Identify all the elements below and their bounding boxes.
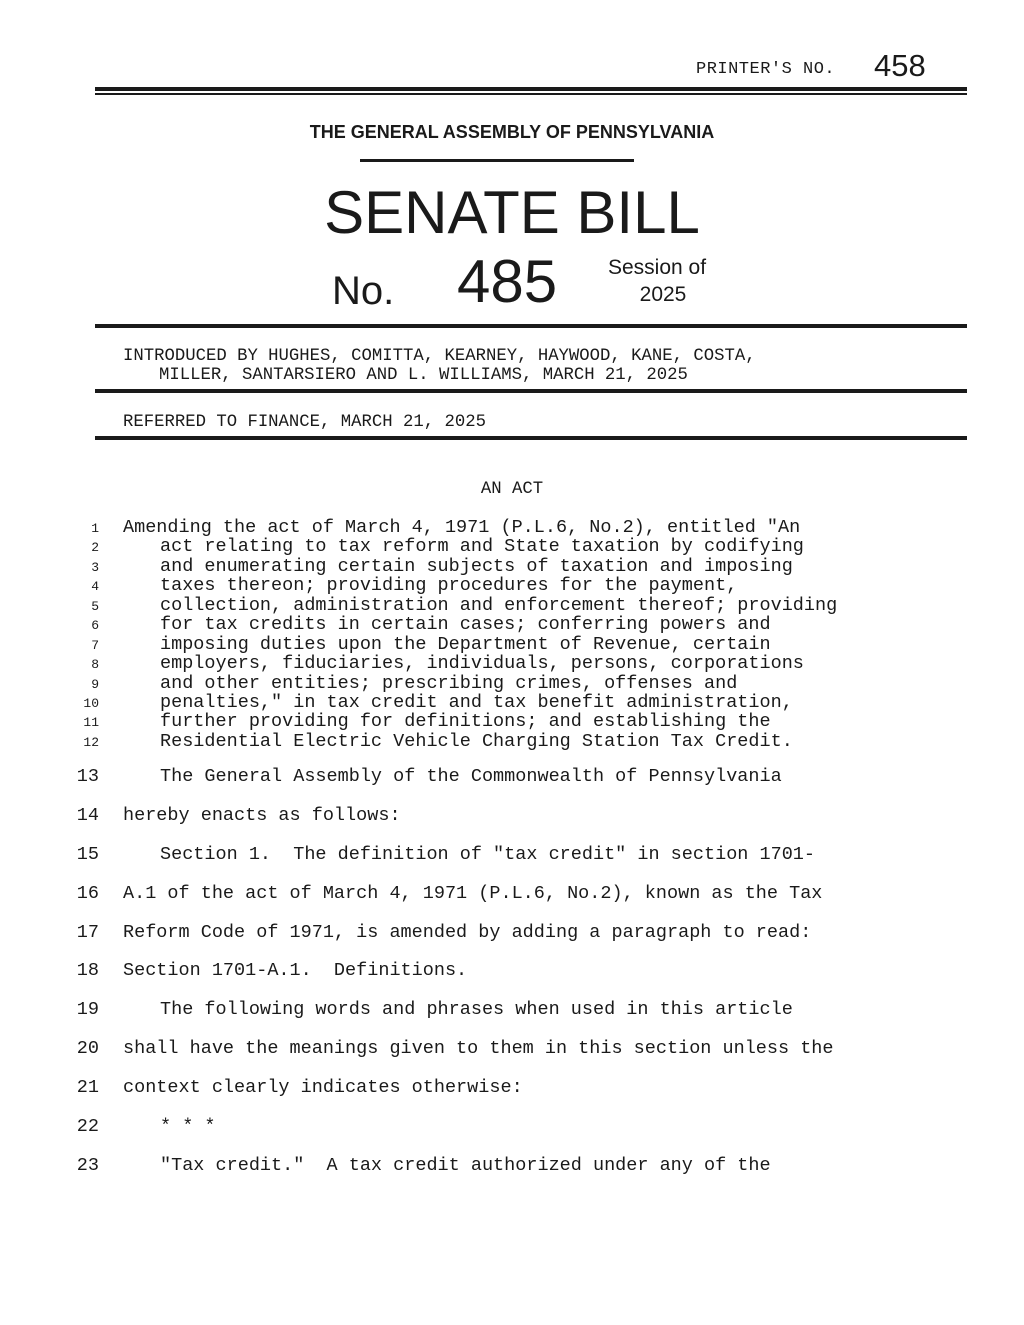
- bill-no-label: No.: [332, 269, 395, 313]
- title-line: employers, fiduciaries, individuals, persons, corporations: [160, 653, 804, 674]
- body-line: Reform Code of 1971, is amended by adding a paragraph to read:: [123, 922, 812, 943]
- session-label: Session of: [608, 256, 707, 279]
- line-number: 10: [83, 696, 99, 711]
- title-line: for tax credits in certain cases; conferring powers and: [160, 614, 771, 635]
- referred-rule: [95, 436, 967, 440]
- omission-marker: * * *: [160, 1116, 216, 1137]
- bill-number: 485: [457, 248, 558, 315]
- printers-number: 458: [874, 48, 926, 83]
- body-line: The following words and phrases when used in this article: [160, 999, 793, 1020]
- body-line: "Tax credit." A tax credit authorized under any of the: [160, 1155, 771, 1176]
- line-number: 14: [76, 805, 99, 826]
- line-number: 12: [83, 735, 99, 750]
- title-line: penalties," in tax credit and tax benefit administration,: [160, 692, 793, 713]
- title-line: Residential Electric Vehicle Charging Station Tax Credit.: [160, 731, 793, 752]
- referred-line: REFERRED TO FINANCE, MARCH 21, 2025: [123, 413, 486, 432]
- section-heading: Section 1701-A.1. Definitions.: [123, 960, 468, 981]
- introduced-rule: [95, 389, 967, 393]
- line-number: 2: [91, 540, 99, 555]
- line-number: 19: [76, 999, 99, 1020]
- title-line: imposing duties upon the Department of Revenue, certain: [160, 634, 771, 655]
- line-number: 17: [76, 922, 99, 943]
- title-line: collection, administration and enforcement thereof; providing: [160, 595, 838, 616]
- line-number: 7: [91, 638, 99, 653]
- body-line: hereby enacts as follows:: [123, 805, 401, 826]
- assembly-underline: [360, 159, 634, 162]
- body-line: A.1 of the act of March 4, 1971 (P.L.6, No.2), known as the Tax: [123, 883, 823, 904]
- line-number: 20: [76, 1038, 99, 1059]
- title-line: Amending the act of March 4, 1971 (P.L.6, No.2), entitled "An: [123, 517, 801, 538]
- line-number: 22: [76, 1116, 99, 1137]
- line-number: 5: [91, 599, 99, 614]
- line-number: 23: [76, 1155, 99, 1176]
- line-number: 13: [76, 766, 99, 787]
- body-line: The General Assembly of the Commonwealth of Pennsylvania: [160, 766, 782, 787]
- line-number: 3: [91, 560, 99, 575]
- top-rule-thick: [95, 87, 967, 91]
- top-rule-thin: [95, 93, 967, 95]
- line-number: 4: [91, 579, 99, 594]
- line-number: 1: [91, 521, 99, 536]
- line-number: 6: [91, 618, 99, 633]
- session-year: 2025: [639, 283, 687, 306]
- title-line: and enumerating certain subjects of taxation and imposing: [160, 556, 793, 577]
- line-number: 9: [91, 677, 99, 692]
- header-bottom-rule: [95, 324, 967, 328]
- line-number: 8: [91, 657, 99, 672]
- introduced-line-1: INTRODUCED BY HUGHES, COMITTA, KEARNEY, HAYWOOD, KANE, COSTA,: [123, 347, 756, 366]
- title-line: further providing for definitions; and establishing the: [160, 711, 771, 732]
- printers-number-label: PRINTER'S NO.: [696, 60, 836, 79]
- title-line: and other entities; prescribing crimes, offenses and: [160, 673, 738, 694]
- body-line: context clearly indicates otherwise:: [123, 1077, 523, 1098]
- line-number: 16: [76, 883, 99, 904]
- assembly-title: THE GENERAL ASSEMBLY OF PENNSYLVANIA: [309, 122, 715, 142]
- title-line: act relating to tax reform and State taxation by codifying: [160, 536, 804, 557]
- act-heading: AN ACT: [480, 480, 544, 499]
- line-number: 21: [76, 1077, 99, 1098]
- introduced-line-2: MILLER, SANTARSIERO AND L. WILLIAMS, MARCH 21, 2025: [159, 366, 688, 385]
- line-number: 18: [76, 960, 99, 981]
- title-line: taxes thereon; providing procedures for the payment,: [160, 575, 738, 596]
- bill-type: SENATE BILL: [324, 179, 700, 246]
- body-line: Section 1. The definition of "tax credit" in section 1701-: [160, 844, 816, 865]
- line-number: 15: [76, 844, 99, 865]
- line-number: 11: [83, 715, 99, 730]
- body-line: shall have the meanings given to them in this section unless the: [123, 1038, 834, 1059]
